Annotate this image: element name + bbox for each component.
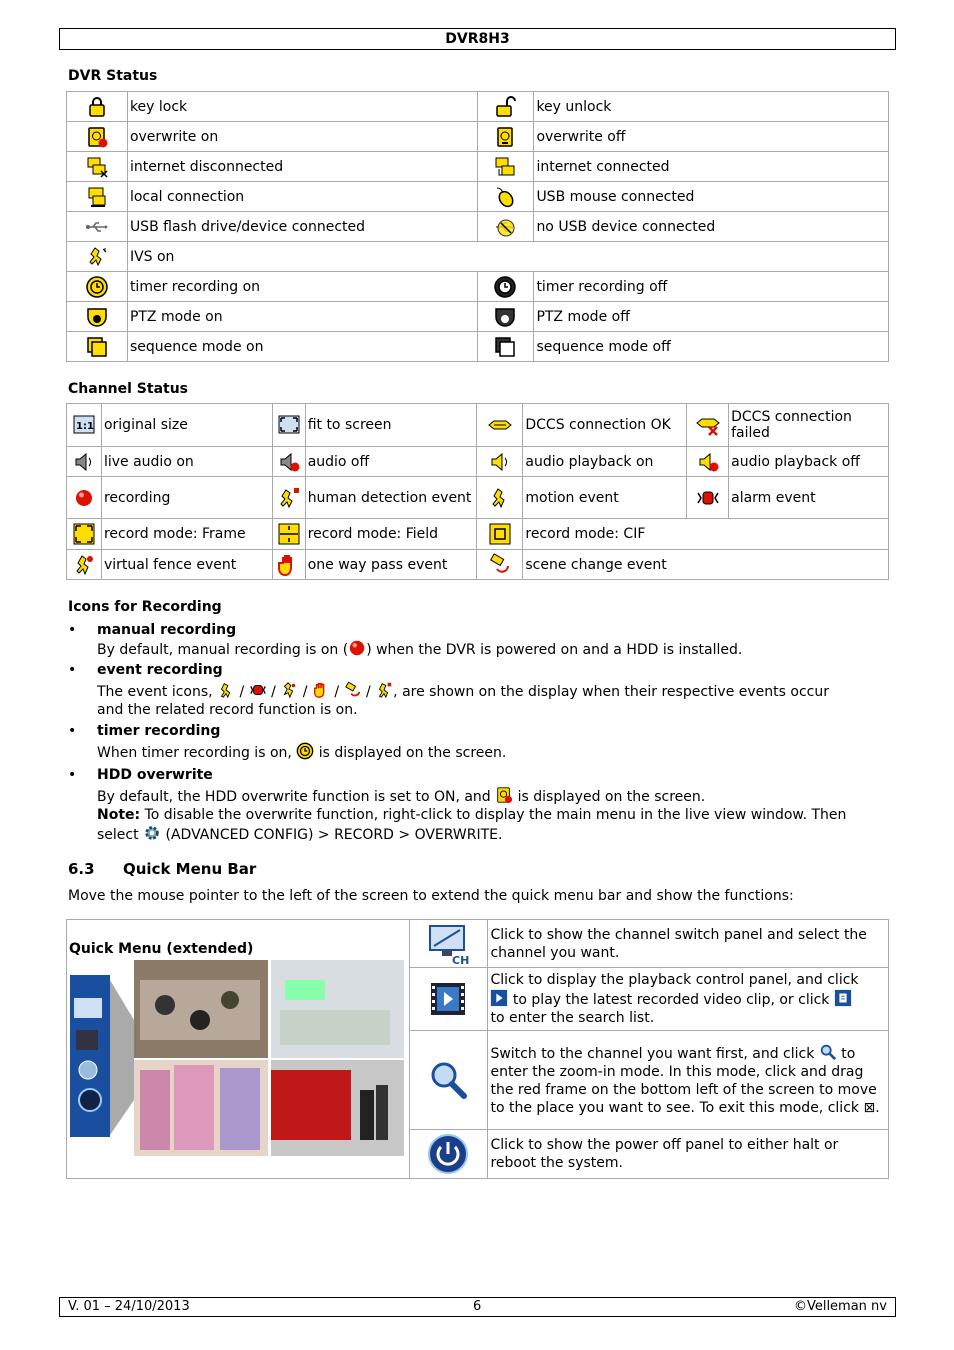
record-dot-icon xyxy=(72,486,96,510)
power-cell xyxy=(409,1130,488,1179)
channel-monitor-icon[interactable] xyxy=(426,922,470,966)
status-label: local connection xyxy=(127,182,477,212)
fit-screen-icon xyxy=(277,413,301,437)
quick-menu-screenshot xyxy=(70,960,404,1156)
channel-icon-cell xyxy=(272,477,305,519)
play-button-icon[interactable] xyxy=(490,989,508,1007)
status-label: PTZ mode off xyxy=(534,302,889,332)
channel-icon-cell xyxy=(272,550,305,580)
dvr-status-row xyxy=(67,212,889,242)
status-icon-cell xyxy=(477,92,534,122)
svg-text:CH: CH xyxy=(452,953,470,966)
status-label: sequence mode off xyxy=(534,332,889,362)
channel-status-row xyxy=(67,447,889,477)
status-icon-cell xyxy=(67,212,128,242)
status-icon-cell xyxy=(67,152,128,182)
status-icon-cell xyxy=(477,302,534,332)
channel-label: record mode: Field xyxy=(305,519,477,550)
channel-label: DCCS connection OK xyxy=(523,404,687,447)
virtual-fence-icon xyxy=(72,553,96,577)
power-icon[interactable] xyxy=(426,1132,470,1176)
magnifier-icon[interactable] xyxy=(819,1043,837,1061)
manual-recording-text: By default, manual recording is on ( ) when the DVR is powered on and a HDD is installed. xyxy=(97,639,892,659)
zoom-cell xyxy=(409,1031,488,1130)
timer-on-icon xyxy=(85,275,109,299)
playback-desc: Click to display the playback control panel, and click to play the latest recorded video clip, or click to enter the search list. xyxy=(488,968,889,1031)
channel-label: live audio on xyxy=(101,447,272,477)
sequence-off-icon xyxy=(493,335,517,359)
channel-icon-cell xyxy=(272,404,305,447)
usb-icon xyxy=(85,215,109,239)
timer-off-icon xyxy=(493,275,517,299)
section-heading: 6.3 Quick Menu Bar xyxy=(68,860,257,878)
timer-recording-title: timer recording xyxy=(97,723,221,739)
status-icon-cell xyxy=(67,92,128,122)
quick-menu-table xyxy=(66,919,889,1179)
original-size-icon xyxy=(72,413,96,437)
status-label: USB mouse connected xyxy=(534,182,889,212)
channel-label: virtual fence event xyxy=(101,550,272,580)
network-disconnected-icon xyxy=(85,155,109,179)
field-mode-icon xyxy=(277,522,301,546)
channel-label: record mode: Frame xyxy=(101,519,272,550)
channel-label: audio playback off xyxy=(729,447,889,477)
timer-recording-text: When timer recording is on, is displayed on the screen. xyxy=(97,742,892,762)
local-network-icon xyxy=(85,185,109,209)
channel-status-row xyxy=(67,550,889,580)
status-icon-cell xyxy=(477,272,534,302)
audio-playback-off-icon xyxy=(696,450,720,474)
status-icon-cell xyxy=(477,212,534,242)
dvr-status-row xyxy=(67,92,889,122)
channel-label: record mode: CIF xyxy=(523,519,889,550)
status-label: key lock xyxy=(127,92,477,122)
gear-icon xyxy=(143,824,161,842)
status-label: key unlock xyxy=(534,92,889,122)
channel-status-row xyxy=(67,404,889,447)
alarm-event-icon xyxy=(696,486,720,510)
model-name: DVR8H3 xyxy=(445,31,510,47)
channel-label: human detection event xyxy=(305,477,477,519)
lock-icon xyxy=(85,95,109,119)
footer-copyright: ©Velleman nv xyxy=(793,1299,887,1314)
zoom-magnifier-icon[interactable] xyxy=(426,1058,470,1102)
status-icon-cell xyxy=(67,182,128,212)
usb-none-icon xyxy=(493,215,517,239)
status-icon-cell xyxy=(67,272,128,302)
status-label: internet disconnected xyxy=(127,152,477,182)
scene-change-icon xyxy=(344,681,362,699)
power-desc: Click to show the power off panel to either halt or reboot the system. xyxy=(488,1130,889,1179)
record-dot-icon xyxy=(348,639,366,657)
footer-version: V. 01 – 24/10/2013 xyxy=(68,1299,190,1314)
event-recording-text: The event icons, / / / / / , are shown on the display when their respective events occur and the related record function is on. xyxy=(97,681,892,719)
channel-icon-cell xyxy=(477,550,523,580)
channel-status-row xyxy=(67,477,889,519)
channel-status-row xyxy=(67,519,889,550)
channel-label: alarm event xyxy=(729,477,889,519)
status-icon-cell xyxy=(67,122,128,152)
dvr-status-row xyxy=(67,182,889,212)
channel-icon-cell xyxy=(67,447,102,477)
status-label: PTZ mode on xyxy=(127,302,477,332)
playback-cell xyxy=(409,968,488,1031)
status-label: overwrite off xyxy=(534,122,889,152)
channel-icon-cell xyxy=(272,519,305,550)
status-icon-cell xyxy=(67,302,128,332)
channel-icon-cell xyxy=(67,550,102,580)
manual-recording-title: manual recording xyxy=(97,622,237,638)
dvr-status-row xyxy=(67,122,889,152)
page-header xyxy=(59,28,896,50)
frame-mode-icon xyxy=(72,522,96,546)
status-label: IVS on xyxy=(127,242,888,272)
channel-label: recording xyxy=(101,477,272,519)
dvr-status-heading: DVR Status xyxy=(68,68,158,84)
channel-status-table xyxy=(66,403,889,580)
unlock-icon xyxy=(493,95,517,119)
audio-playback-on-icon xyxy=(488,450,512,474)
page-number: 6 xyxy=(473,1299,482,1314)
channel-icon-cell xyxy=(687,447,729,477)
cif-mode-icon xyxy=(488,522,512,546)
channel-icon-cell xyxy=(477,404,523,447)
quick-menu-extended-label: Quick Menu (extended) xyxy=(69,941,254,957)
channel-label: audio playback on xyxy=(523,447,687,477)
svg-text:1:1: 1:1 xyxy=(75,421,94,432)
channel-label: DCCS connection failed xyxy=(729,404,889,447)
virtual-fence-icon xyxy=(280,681,298,699)
motion-event-icon xyxy=(217,681,235,699)
recording-heading: Icons for Recording xyxy=(68,599,222,615)
page-footer xyxy=(59,1297,896,1317)
status-icon-cell xyxy=(477,152,534,182)
channel-icon-cell xyxy=(687,404,729,447)
status-icon-cell xyxy=(67,332,128,362)
channel-icon-cell xyxy=(687,477,729,519)
status-icon-cell xyxy=(477,182,534,212)
status-label: timer recording on xyxy=(127,272,477,302)
channel-label: motion event xyxy=(523,477,687,519)
channel-label: scene change event xyxy=(523,550,889,580)
channel-icon-cell xyxy=(477,477,523,519)
human-detection-icon xyxy=(277,486,301,510)
status-label: USB flash drive/device connected xyxy=(127,212,477,242)
network-connected-icon xyxy=(493,155,517,179)
channel-label: one way pass event xyxy=(305,550,477,580)
scene-change-icon xyxy=(488,553,512,577)
human-detection-icon xyxy=(375,681,393,699)
motion-event-icon xyxy=(488,486,512,510)
dvr-status-row xyxy=(67,302,889,332)
dvr-status-row xyxy=(67,332,889,362)
dvr-status-table xyxy=(66,91,889,362)
film-play-icon[interactable] xyxy=(428,979,468,1019)
channel-label: original size xyxy=(101,404,272,447)
search-list-icon[interactable] xyxy=(834,989,852,1007)
ptz-off-icon xyxy=(493,305,517,329)
dccs-failed-icon xyxy=(696,413,720,437)
hdd-overwrite-title: HDD overwrite xyxy=(97,767,213,783)
dccs-ok-icon xyxy=(488,413,512,437)
hdd-overwrite-text: By default, the HDD overwrite function is set to ON, and is displayed on the screen. Note: To disable the overwrite function, right-click to display the main menu in the live view window. Then select (ADVANCED CONFIG) > RECORD > OVERWRITE. xyxy=(97,786,892,844)
status-icon-cell xyxy=(477,122,534,152)
channel-label: fit to screen xyxy=(305,404,477,447)
dvr-status-row xyxy=(67,152,889,182)
sequence-on-icon xyxy=(85,335,109,359)
status-label: timer recording off xyxy=(534,272,889,302)
hdd-overwrite-on-icon xyxy=(495,786,513,804)
dvr-status-row xyxy=(67,242,889,272)
channel-icon-cell xyxy=(477,519,523,550)
timer-on-icon xyxy=(296,742,314,760)
event-recording-title: event recording xyxy=(97,662,223,678)
ivs-icon xyxy=(85,245,109,269)
alarm-event-icon xyxy=(249,681,267,699)
ptz-on-icon xyxy=(85,305,109,329)
channel-switch-desc: Click to show the channel switch panel and select the channel you want. xyxy=(488,920,889,968)
close-icon[interactable]: ⊠ xyxy=(863,1100,876,1116)
channel-switch-cell xyxy=(409,920,488,968)
channel-icon-cell xyxy=(67,404,102,447)
status-label: no USB device connected xyxy=(534,212,889,242)
one-way-pass-icon xyxy=(277,553,301,577)
quick-menu-intro: Move the mouse pointer to the left of the screen to extend the quick menu bar and show the functions: xyxy=(68,888,794,904)
channel-icon-cell xyxy=(67,519,102,550)
channel-icon-cell xyxy=(477,447,523,477)
status-icon-cell xyxy=(477,332,534,362)
hdd-overwrite-on-icon xyxy=(85,125,109,149)
quick-menu-preview-cell xyxy=(67,920,410,1179)
hdd-overwrite-off-icon xyxy=(493,125,517,149)
zoom-desc: Switch to the channel you want first, and click to enter the zoom-in mode. In this mode, click and drag the red frame on the bottom left of the screen to move to the place you want to see. To exit this mode, click ⊠. xyxy=(488,1031,889,1130)
dvr-status-row xyxy=(67,272,889,302)
audio-on-icon xyxy=(72,450,96,474)
status-label: internet connected xyxy=(534,152,889,182)
status-icon-cell xyxy=(67,242,128,272)
channel-icon-cell xyxy=(272,447,305,477)
status-label: sequence mode on xyxy=(127,332,477,362)
audio-off-icon xyxy=(277,450,301,474)
status-label: overwrite on xyxy=(127,122,477,152)
channel-label: audio off xyxy=(305,447,477,477)
channel-status-heading: Channel Status xyxy=(68,381,189,397)
channel-icon-cell xyxy=(67,477,102,519)
usb-mouse-icon xyxy=(493,185,517,209)
one-way-pass-icon xyxy=(312,681,330,699)
